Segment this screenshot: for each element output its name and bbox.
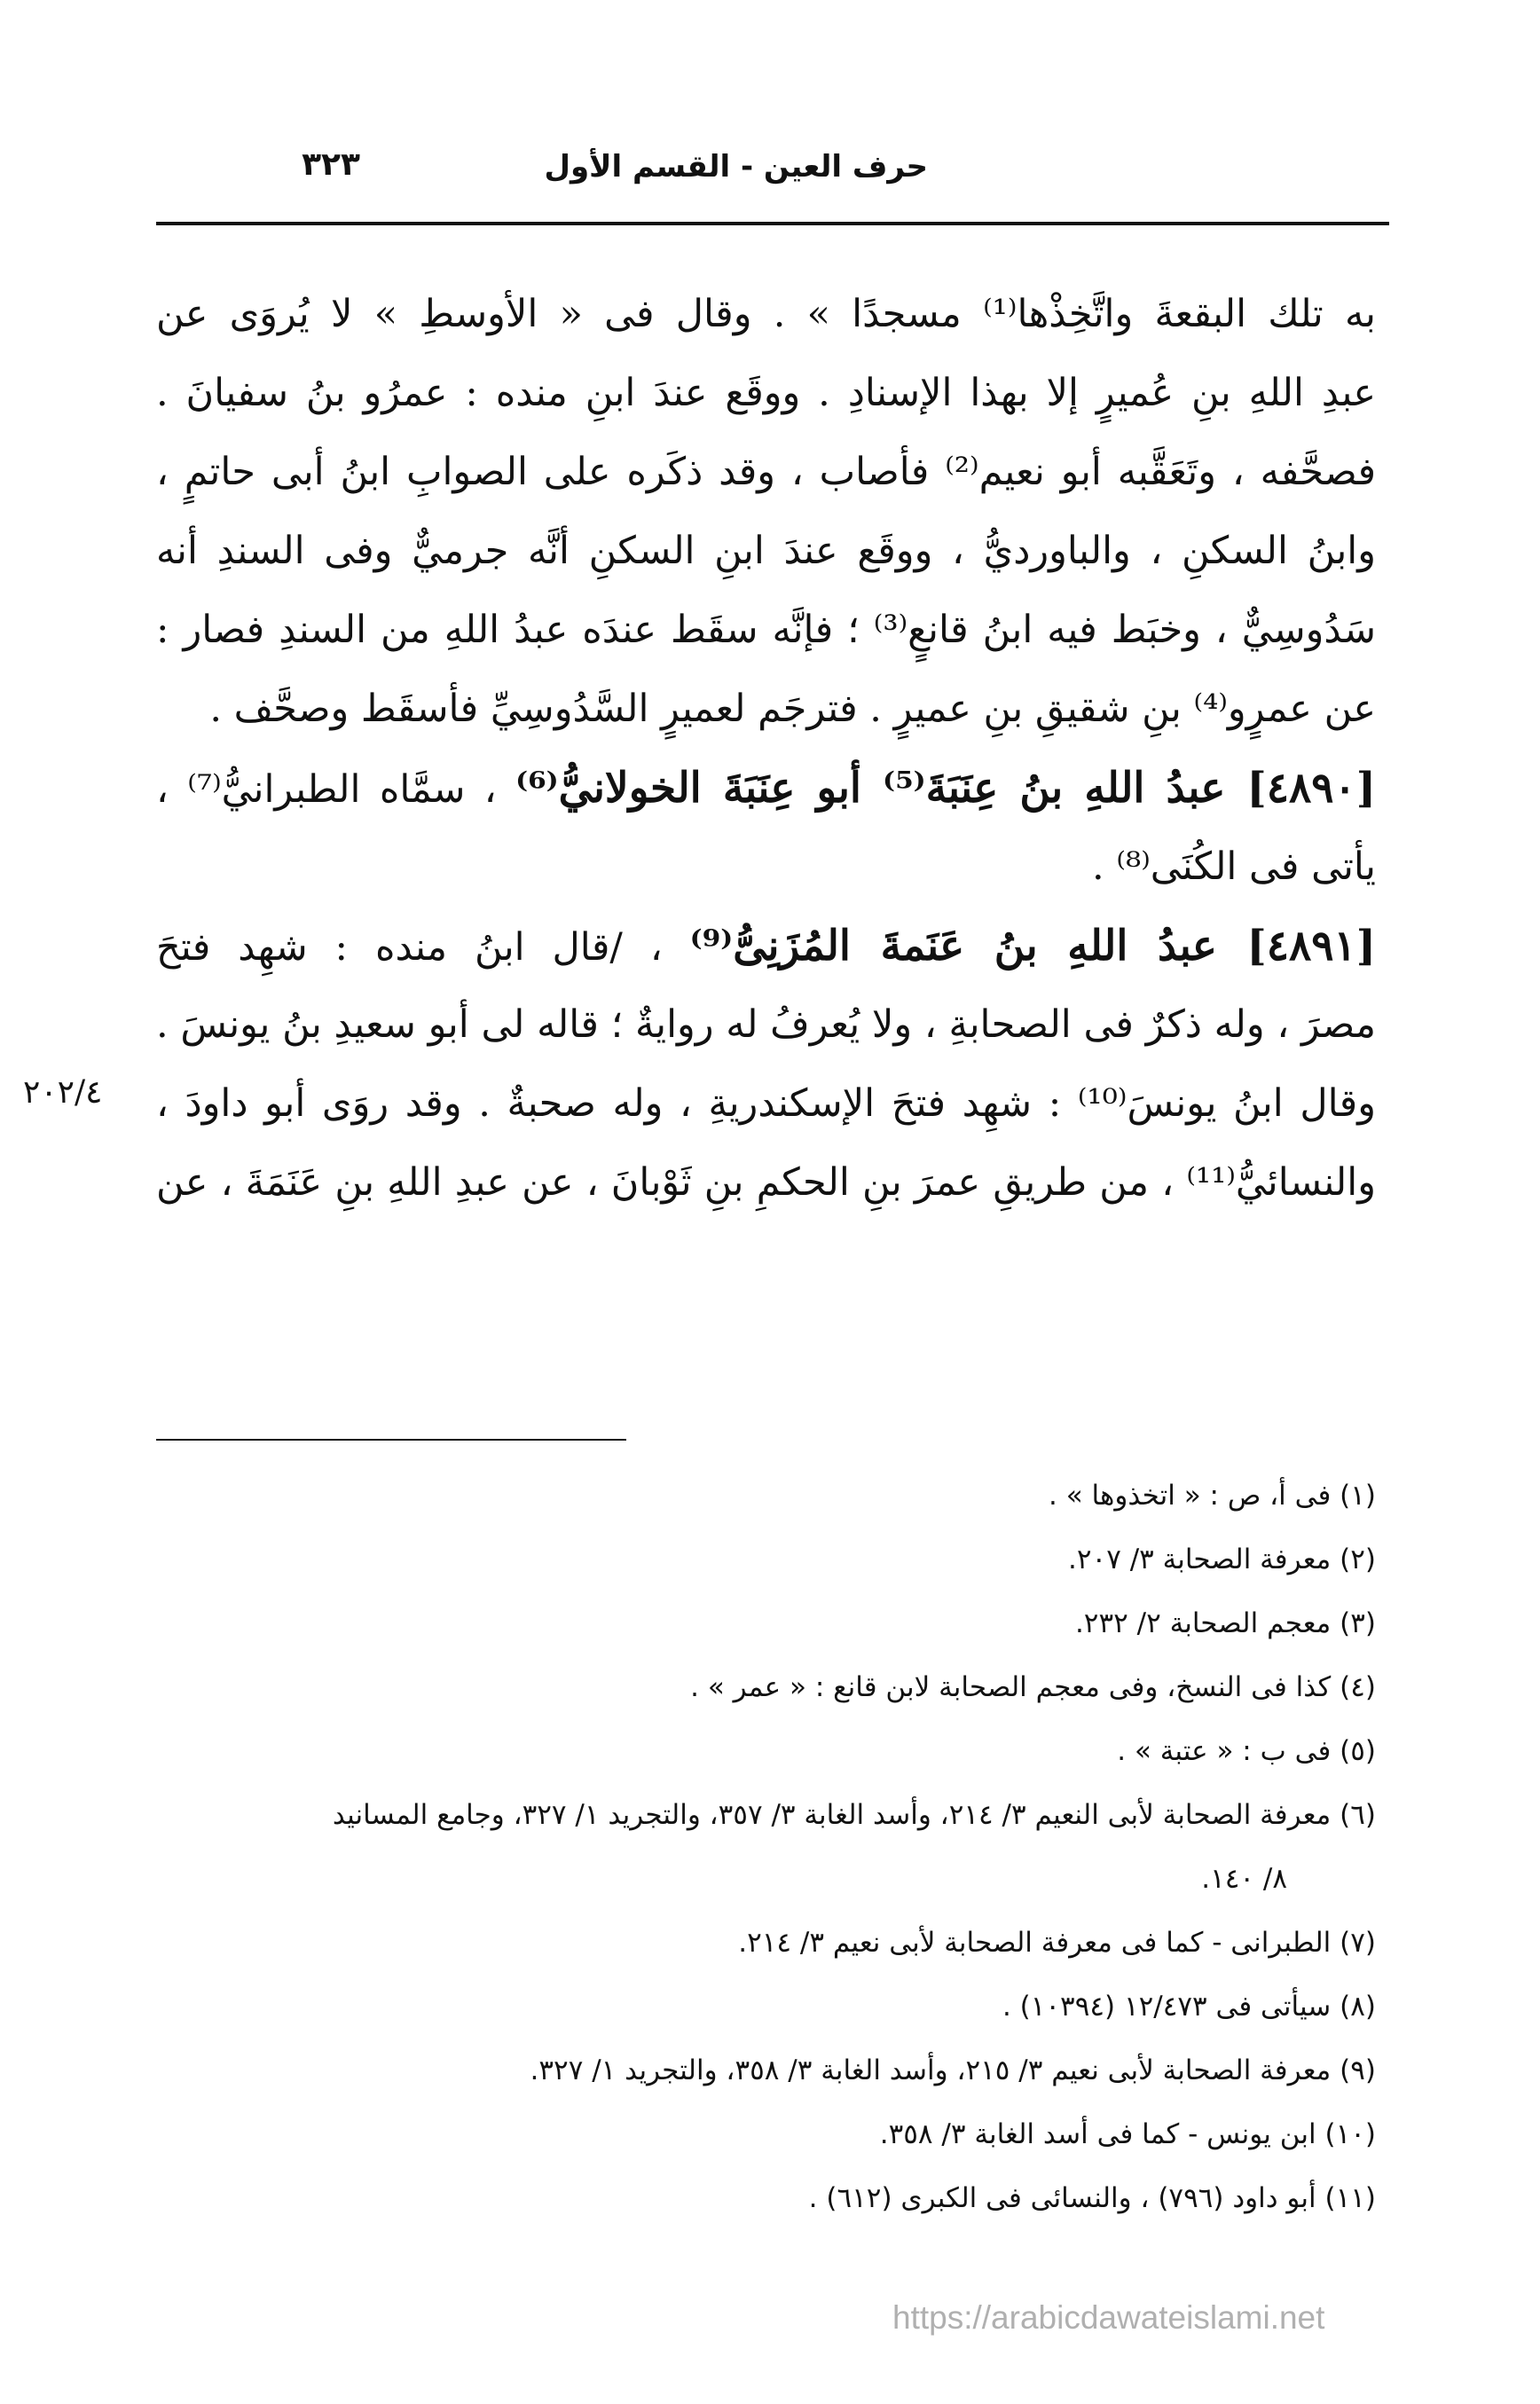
header-rule [156, 222, 1389, 225]
entry-4891-heading: [٤٨٩١] عبدُ اللهِ بنُ عَنَمةَ المُزَنِىُّ⁽⁹⁾ [689, 922, 1376, 970]
footnote-separator [156, 1439, 626, 1441]
footnote: (٩) معرفة الصحابة لأبى نعيم ٣/ ٢١٥، وأسد الغابة ٣/ ٣٥٨، والتجريد ١/ ٣٢٧. [530, 2054, 1376, 2086]
watermark-url: https://arabicdawateislami.net [892, 2299, 1325, 2336]
footnote: (٧) الطبرانى - كما فى معرفة الصحابة لأبى نعيم ٣/ ٢١٤. [738, 1927, 1376, 1959]
footnote-continuation: ٨/ ١٤٠. [1201, 1863, 1287, 1895]
entry-4890-heading: [٤٨٩٠] عبدُ اللهِ بنُ عِنَبَةَ⁽⁵⁾ أبو عِنَبَةَ الخولانيُّ⁽⁶⁾ [515, 764, 1376, 813]
entry-4891-body-line: وقال ابنُ يونسَ⁽¹⁰⁾ : شهِد فتحَ الإسكندريةِ ، وله صحبةٌ . وقد روَى أبو داودَ ، [156, 1081, 1376, 1126]
entry-4891-body-line: والنسائيُّ⁽¹¹⁾ ، من طريقِ عمرَ بنِ الحكمِ بنِ ثَوْبانَ ، عن عبدِ اللهِ بنِ عَنَمَةَ ، عن [156, 1160, 1376, 1205]
page-number: ٣٢٣ [302, 146, 360, 183]
body-line: وابنُ السكنِ ، والباورديُّ ، ووقَع عندَ ابنِ السكنِ أنَّه جرميٌّ وفى السندِ أنه [156, 529, 1376, 573]
body-line: عن عمرٍو⁽⁴⁾ بنِ شقيقِ بنِ عميرٍ . فترجَم لعميرٍ السَّدُوسِيِّ فأسقَط وصحَّف . [209, 687, 1376, 731]
footnote: (٨) سيأتى فى ١٢/٤٧٣ (١٠٣٩٤) . [1002, 1991, 1376, 2023]
body-line: به تلك البقعةَ واتَّخِذْها⁽¹⁾ مسجدًا » . وقال فى « الأوسطِ » لا يُروَى عن [156, 292, 1376, 336]
body-line: عبدِ اللهِ بنِ عُميرٍ إلا بهذا الإسنادِ . ووقَع عندَ ابنِ منده : عمرُو بنُ سفيانَ . [156, 371, 1376, 415]
main-text [156, 275, 1376, 1222]
footnote: (٦) معرفة الصحابة لأبى النعيم ٣/ ٢١٤، وأسد الغابة ٣/ ٣٥٧، والتجريد ١/ ٣٢٧، وجامع المسانيد [332, 1799, 1376, 1831]
running-header [156, 133, 1389, 204]
footnote: (١) فى أ، ص : « اتخذوها » . [1049, 1480, 1376, 1512]
entry-4891-text: ، /قال ابنُ منده : شهِد فتحَ [156, 925, 663, 970]
footnote: (٢) معرفة الصحابة ٣/ ٢٠٧. [1068, 1544, 1376, 1575]
footnote: (٤) كذا فى النسخ، وفى معجم الصحابة لابن قانع : « عمر » . [690, 1671, 1376, 1703]
entry-4890-line [156, 749, 1376, 828]
entry-4891-body-line: مصرَ ، وله ذكرٌ فى الصحابةِ ، ولا يُعرفُ له روايةٌ ؛ قاله لى أبو سعيدِ بنُ يونسَ . [156, 1002, 1376, 1047]
footnote: (٣) معجم الصحابة ٢/ ٢٣٢. [1074, 1607, 1376, 1639]
footnote: (٥) فى ب : « عتبة » . [1117, 1735, 1376, 1767]
footnotes [156, 1464, 1376, 2230]
footnote: (١٠) ابن يونس - كما فى أسد الغابة ٣/ ٣٥٨. [879, 2118, 1376, 2150]
entry-4890-text: ، سمَّاه الطبرانيُّ⁽⁷⁾ ، [156, 767, 497, 812]
entry-4891-line [156, 907, 1376, 986]
body-line: فصحَّفه ، وتَعَقَّبه أبو نعيم⁽²⁾ فأصاب ، وقد ذكَره على الصوابِ ابنُ أبى حاتمٍ ، [156, 450, 1376, 494]
running-header-title: حرف العين - القسم الأول [544, 149, 928, 185]
entry-4890-line-2: يأتى فى الكُنَى⁽⁸⁾ . [1092, 845, 1376, 889]
footnote: (١١) أبو داود (٧٩٦) ، والنسائى فى الكبرى (٦١٢) . [808, 2182, 1376, 2214]
body-line: سَدُوسِيٌّ ، وخبَط فيه ابنُ قانعٍ⁽³⁾ ؛ فإنَّه سقَط عندَه عبدُ اللهِ من السندِ فصار : [156, 608, 1376, 652]
margin-volume-reference: ٢٠٢/٤ [23, 1074, 103, 1111]
